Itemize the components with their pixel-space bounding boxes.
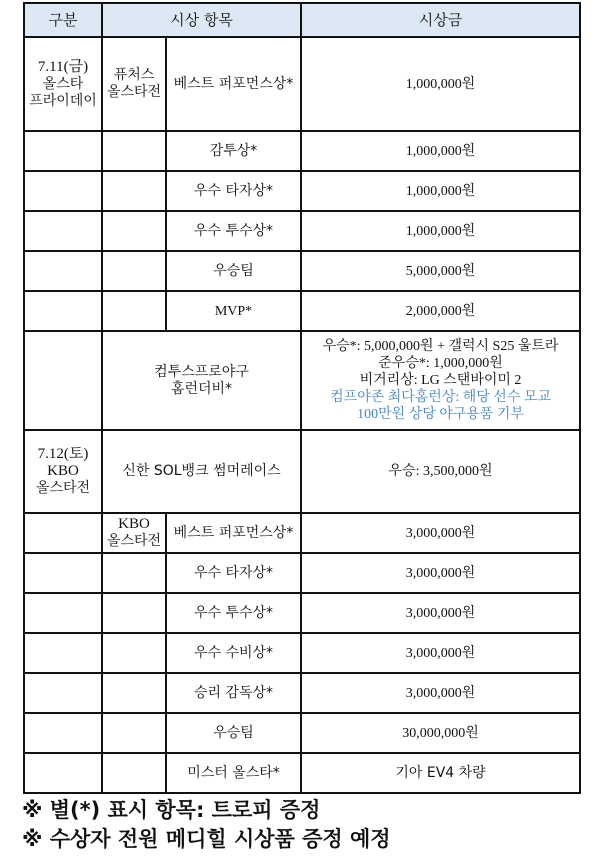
empty-cell — [24, 593, 102, 633]
table-row — [24, 37, 580, 131]
derby-highlight-line2: 100만원 상당 야구용품 기부 — [357, 407, 524, 422]
empty-cell — [24, 673, 102, 713]
award-cell: 우승팀 — [166, 713, 301, 753]
table-row — [24, 513, 580, 553]
kbo-label-cell — [102, 513, 166, 553]
header-award-item: 시상 항목 — [102, 3, 301, 37]
prize-cell: 1,000,000원 — [301, 171, 580, 211]
empty-cell — [102, 131, 166, 171]
kbo-label-line2: 올스타전 — [106, 533, 162, 549]
home-run-derby-award-cell — [102, 331, 301, 430]
award-cell: 감투상* — [166, 131, 301, 171]
header-prize: 시상금 — [301, 3, 580, 37]
empty-cell — [24, 713, 102, 753]
home-run-derby-prize-cell — [301, 331, 580, 430]
futures-label-line2: 올스타전 — [106, 84, 162, 100]
empty-cell — [24, 211, 102, 251]
empty-cell — [102, 593, 166, 633]
table-row — [24, 713, 580, 753]
table-header-row — [24, 3, 580, 37]
empty-cell — [102, 211, 166, 251]
prize-cell: 3,000,000원 — [301, 593, 580, 633]
derby-prize-runner-up: 준우승*: 1,000,000원 — [378, 356, 503, 371]
table-row — [24, 211, 580, 251]
table-row — [24, 131, 580, 171]
empty-cell — [102, 251, 166, 291]
prize-cell: 3,000,000원 — [301, 513, 580, 553]
empty-cell — [24, 131, 102, 171]
table-row — [24, 633, 580, 673]
prize-cell: 30,000,000원 — [301, 713, 580, 753]
empty-cell — [24, 331, 102, 430]
kbo-label-line1: KBO — [118, 516, 150, 532]
empty-cell — [102, 291, 166, 331]
footnote-mediheal: ※ 수상자 전원 메디힐 시상품 증정 예정 — [22, 827, 391, 851]
empty-cell — [102, 171, 166, 211]
table-row — [24, 553, 580, 593]
futures-label-cell — [102, 37, 166, 131]
header-category: 구분 — [24, 3, 102, 37]
table-row — [24, 171, 580, 211]
award-cell: 승리 감독상* — [166, 673, 301, 713]
empty-cell — [102, 753, 166, 793]
derby-prize-distance: 비거리상: LG 스탠바이미 2 — [359, 373, 522, 388]
table-row — [24, 593, 580, 633]
empty-cell — [24, 251, 102, 291]
saturday-category-cell — [24, 430, 102, 513]
saturday-event-line2: 올스타전 — [35, 480, 91, 496]
empty-cell — [24, 753, 102, 793]
empty-cell — [24, 291, 102, 331]
footnotes — [22, 796, 391, 854]
award-cell: 우승팀 — [166, 251, 301, 291]
prize-cell: 기아 EV4 차량 — [301, 753, 580, 793]
table-row — [24, 251, 580, 291]
empty-cell — [102, 633, 166, 673]
friday-event-line1: 올스타 — [42, 75, 84, 92]
saturday-date: 7.12(토) — [37, 446, 89, 462]
award-cell: 우수 투수상* — [166, 211, 301, 251]
futures-label-line1: 퓨처스 — [113, 67, 155, 83]
friday-category-cell — [24, 37, 102, 131]
prize-cell: 3,000,000원 — [301, 553, 580, 593]
table-row-sol-race — [24, 430, 580, 513]
derby-award-line2: 홈런더비* — [170, 380, 233, 397]
prize-cell: 1,000,000원 — [301, 37, 580, 131]
empty-cell — [24, 171, 102, 211]
award-cell: 미스터 올스타* — [166, 753, 301, 793]
table-row — [24, 291, 580, 331]
derby-prize-winner: 우승*: 5,000,000원 + 갤럭시 S25 울트라 — [322, 339, 559, 354]
prize-cell: 3,000,000원 — [301, 633, 580, 673]
prize-cell: 1,000,000원 — [301, 131, 580, 171]
derby-highlight-line1: 컴프야존 최다홈런상: 해당 선수 모교 — [330, 390, 551, 405]
empty-cell — [24, 513, 102, 553]
sol-race-award-cell: 신한 SOL뱅크 썸머레이스 — [102, 430, 301, 513]
prize-cell: 3,000,000원 — [301, 673, 580, 713]
empty-cell — [24, 553, 102, 593]
saturday-event-line1: KBO — [47, 463, 79, 479]
award-cell: 우수 타자상* — [166, 171, 301, 211]
award-cell: 우수 투수상* — [166, 593, 301, 633]
allstar-prize-table — [23, 2, 581, 794]
award-cell: 우수 타자상* — [166, 553, 301, 593]
award-cell: 베스트 퍼포먼스상* — [166, 513, 301, 553]
table-row — [24, 753, 580, 793]
award-cell: 우수 수비상* — [166, 633, 301, 673]
award-cell: 베스트 퍼포먼스상* — [166, 37, 301, 131]
footnote-trophy: ※ 별(*) 표시 항목: 트로피 증정 — [22, 798, 321, 822]
prize-cell: 1,000,000원 — [301, 211, 580, 251]
table-row — [24, 673, 580, 713]
empty-cell — [102, 713, 166, 753]
empty-cell — [102, 673, 166, 713]
table-row-home-run-derby — [24, 331, 580, 430]
sol-race-prize-cell: 우승: 3,500,000원 — [301, 430, 580, 513]
derby-award-line1: 컴투스프로야구 — [154, 363, 249, 380]
friday-event-line2: 프라이데이 — [29, 92, 97, 109]
friday-date: 7.11(금) — [37, 58, 89, 75]
prize-cell: 2,000,000원 — [301, 291, 580, 331]
empty-cell — [102, 553, 166, 593]
prize-cell: 5,000,000원 — [301, 251, 580, 291]
award-cell: MVP* — [166, 291, 301, 331]
empty-cell — [24, 633, 102, 673]
